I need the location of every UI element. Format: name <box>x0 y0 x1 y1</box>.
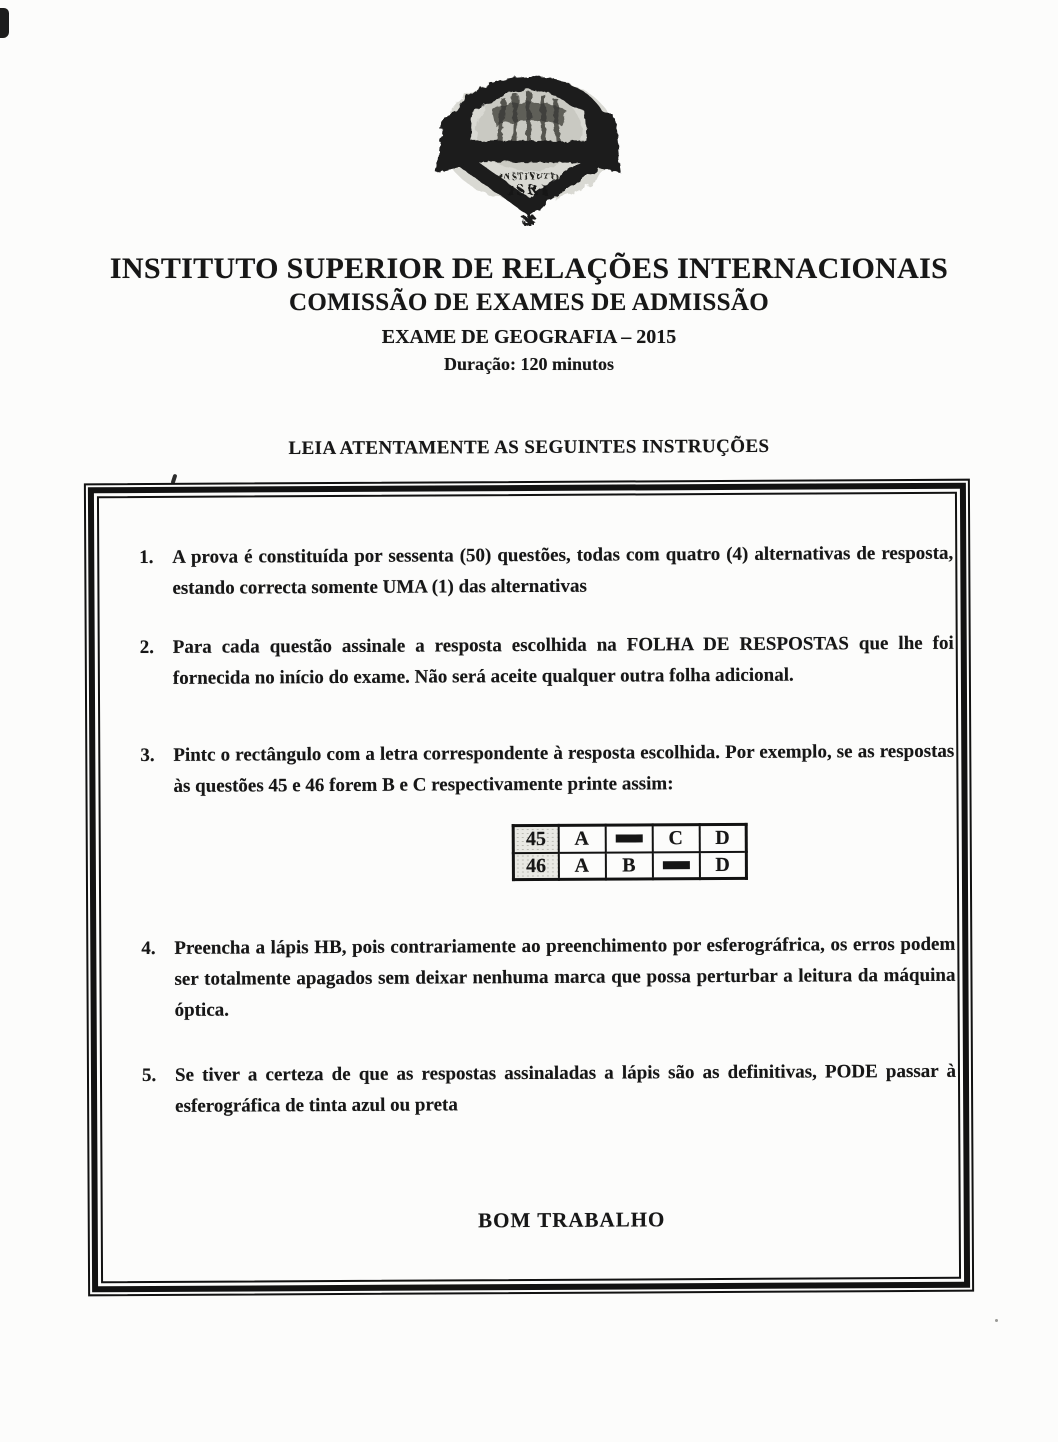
closing-message: BOM TRABALHO <box>478 1207 666 1233</box>
answer-cell-c-filled <box>652 852 699 879</box>
item-text: Pintc o rectângulo com a letra correspondente à resposta escolhida. Por exemplo, se as respostas às questões 45 e 46 forem B e C respectivamente printe assim: <box>173 740 955 797</box>
answer-cell-a: A <box>558 825 605 852</box>
instruction-item-4 <box>141 929 955 1026</box>
scan-artifact-dot <box>995 1319 998 1322</box>
answer-cell-c: C <box>652 825 699 852</box>
item-number: 3. <box>140 744 155 767</box>
answer-cell-d: D <box>699 851 746 878</box>
item-text: Preencha a lápis HB, pois contrariamente ao preenchimento por esferográfrica, os erros podem ser totalmente apagados sem deixar nenhuma marca que possa perturbar a leitura da máquina óptica. <box>174 933 956 1021</box>
exam-duration: Duração: 120 minutos <box>444 354 614 374</box>
question-number-cell: 46 <box>513 852 558 879</box>
table-row-46 <box>513 851 746 879</box>
item-number: 4. <box>141 937 156 960</box>
item-number: 5. <box>141 1064 157 1087</box>
instruction-item-3 <box>140 736 954 802</box>
exam-title: EXAME DE GEOGRAFIA – 2015 <box>381 326 677 348</box>
instructions-heading: LEIA ATENTAMENTE AS SEGUINTES INSTRUÇÕES <box>288 435 770 460</box>
answer-cell-b-filled <box>605 825 652 852</box>
isri-seal-logo <box>431 74 627 226</box>
document-header <box>0 252 1058 375</box>
question-number-cell: 45 <box>513 825 558 852</box>
item-number: 2. <box>139 636 155 659</box>
instruction-item-5 <box>142 1056 956 1122</box>
instructions-box-inner-rule <box>97 492 961 1283</box>
instruction-item-2 <box>140 628 954 694</box>
commission-name: COMISSÃO DE EXAMES DE ADMISSÃO <box>289 289 769 316</box>
table-row-45 <box>513 824 746 852</box>
item-text: Para cada questão assinale a resposta escolhida na FOLHA DE RESPOSTAS que lhe foi fornecida no início do exame. Não será aceite qualquer outra folha adicional. <box>172 632 954 689</box>
seal-icon <box>431 74 627 226</box>
answer-cell-d: D <box>699 824 746 851</box>
answer-cell-b: B <box>605 852 652 879</box>
instructions-box-middle-rule <box>88 483 970 1293</box>
item-number: 1. <box>139 546 154 569</box>
scan-artifact-mark <box>0 8 9 38</box>
svg-text:ISRI: ISRI <box>507 181 551 199</box>
instructions-box <box>84 479 974 1297</box>
answer-cell-a: A <box>558 852 605 879</box>
svg-text:INSTITUTO: INSTITUTO <box>499 171 559 182</box>
example-answer-table <box>512 823 748 881</box>
item-text: A prova é constituída por sessenta (50) questões, todas com quatro (4) alternativas de resposta, estando correcta somente UMA (1) das alternativas <box>172 542 954 599</box>
instruction-item-1 <box>139 538 953 604</box>
institute-name: INSTITUTO SUPERIOR DE RELAÇÕES INTERNACIONAIS <box>109 252 949 285</box>
item-text: Se tiver a certeza de que as respostas assinaladas a lápis são as definitivas, PODE passar à esferográfica de tinta azul ou preta <box>174 1060 957 1117</box>
